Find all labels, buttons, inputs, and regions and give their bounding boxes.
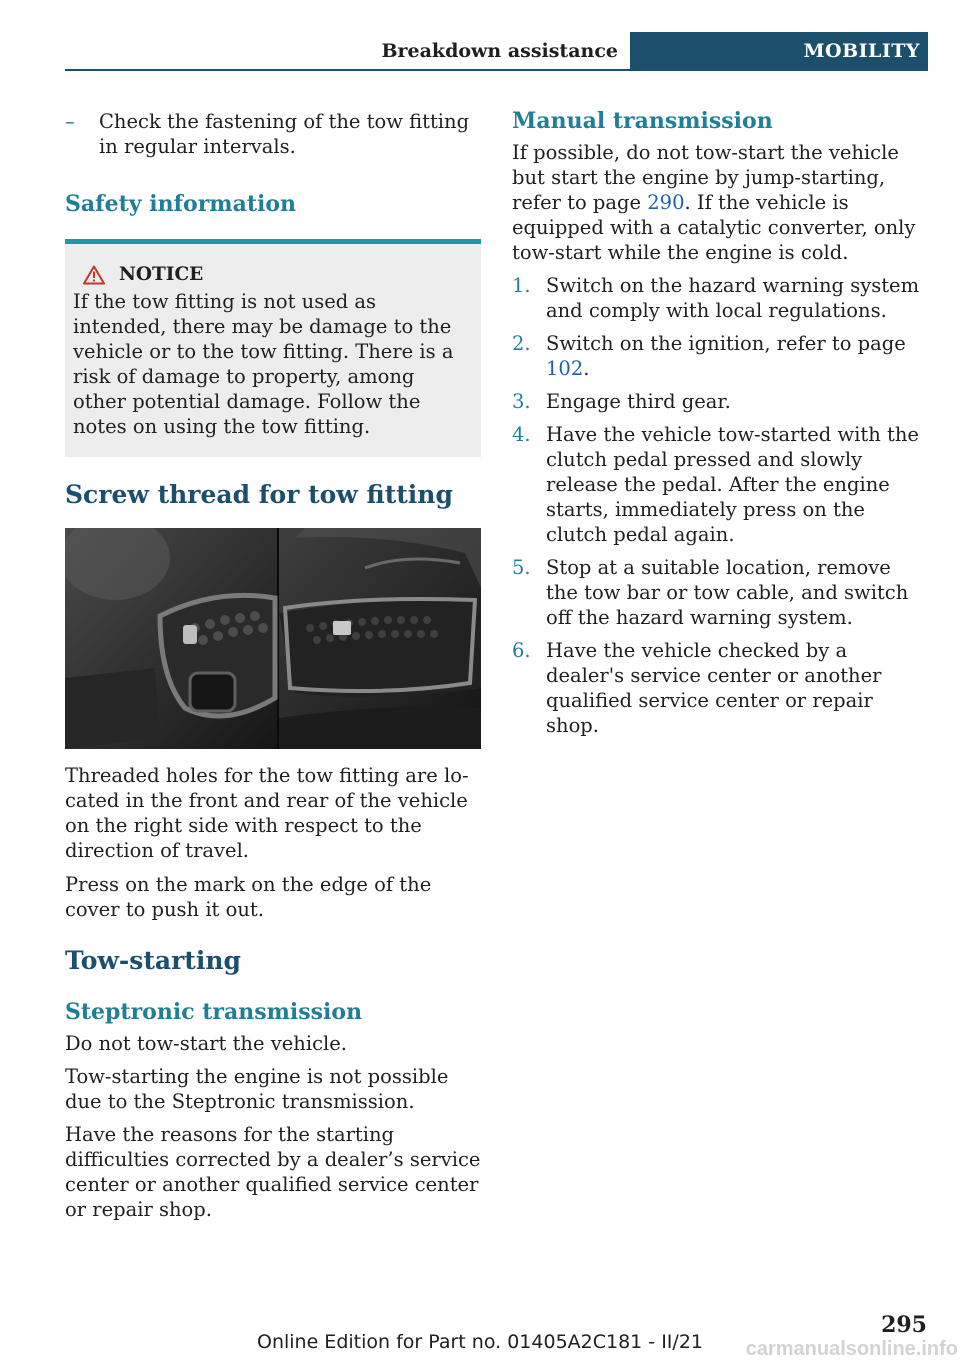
header-rule [65,69,630,71]
watermark: carmanualsonline.info [745,1338,958,1360]
notice-box [65,239,481,457]
manual-intro-paragraph [512,140,928,265]
step-item [512,638,928,738]
dash-bullet: – [65,110,75,133]
step-number: 2. [512,332,531,355]
manual-intro-text-a: If possible, do not tow-start the vehicle but start the engine by jump-starting, refer to page [512,141,899,214]
step-text: Switch on the ignition, refer to page [546,332,906,355]
edition-footer: Online Edition for Part no. 01405A2C181 - II/21 [256,1331,703,1353]
step-number: 4. [512,423,531,446]
step-number: 5. [512,556,531,579]
step-item [512,273,928,323]
step-text: Switch on the hazard warning system and comply with local regulations. [546,274,920,322]
right-column [512,100,928,738]
screw-thread-paragraph-2: Press on the mark on the edge of the cover to push it out. [65,873,432,921]
screw-thread-heading: Screw thread for tow fitting [65,480,453,509]
step-number: 6. [512,639,531,662]
step-number: 3. [512,390,531,413]
list-item [65,109,481,159]
step-item [512,331,928,381]
step-text: Stop at a suitable location, remove the tow bar or tow cable, and switch off the hazard warning system. [546,556,909,629]
step-text: Have the vehicle tow-started with the clutch pedal pressed and slowly release the pedal. After the engine starts, immediately press on the clutch pedal again. [546,423,919,546]
header-section-title: Breakdown assistance [381,40,618,62]
step-text: Have the vehicle checked by a dealer's service center or another qualified service center or repair shop. [546,639,882,737]
notice-text: If the tow fitting is not used as intended, there may be damage to the vehicle or to the tow fitting. There is a risk of damage to property, among other potential damage. Follow the notes on using the tow fitting. [73,290,454,438]
steptronic-paragraph-1: Do not tow-start the vehicle. [65,1032,347,1055]
warning-triangle-icon [83,265,105,285]
screw-thread-paragraph-1: Threaded holes for the tow fitting are located in the front and rear of the vehicle on the right side with respect to the direction of travel. [65,764,469,862]
header-chapter-tab: MOBILITY [630,32,928,71]
step-number: 1. [512,274,531,297]
safety-heading: Safety information [65,191,297,217]
manual-transmission-heading: Manual transmission [512,108,773,134]
list-item-text: Check the fastening of the tow fitting in regular intervals. [99,110,470,158]
notice-header [73,262,473,287]
tow-start-steps [512,273,928,738]
step-text-end: . [583,357,590,380]
page-header [65,32,928,71]
page-number: 295 [881,1312,927,1338]
step-item [512,555,928,630]
step-item [512,389,928,414]
steptronic-paragraph-2: Tow-starting the engine is not possible due to the Steptronic transmission. [65,1065,449,1113]
page-link-102[interactable]: 102 [546,357,584,380]
tow-fitting-photo [65,528,481,749]
page-link-290[interactable]: 290 [647,191,685,214]
step-text: Engage third gear. [546,390,731,413]
manual-intro-text-b: . If the vehicle is equipped with a catalytic converter, only tow-start while the engine is cold. [512,191,916,264]
tow-starting-heading: Tow-starting [65,946,242,975]
left-column [65,100,481,1222]
step-item [512,422,928,547]
bumper-illustration [65,528,481,749]
notice-label: NOTICE [119,264,204,285]
steptronic-paragraph-3: Have the reasons for the starting difficulties corrected by a dealer’s service center or another qualified service center or repair shop. [65,1123,481,1221]
steptronic-heading: Steptronic transmission [65,999,363,1025]
